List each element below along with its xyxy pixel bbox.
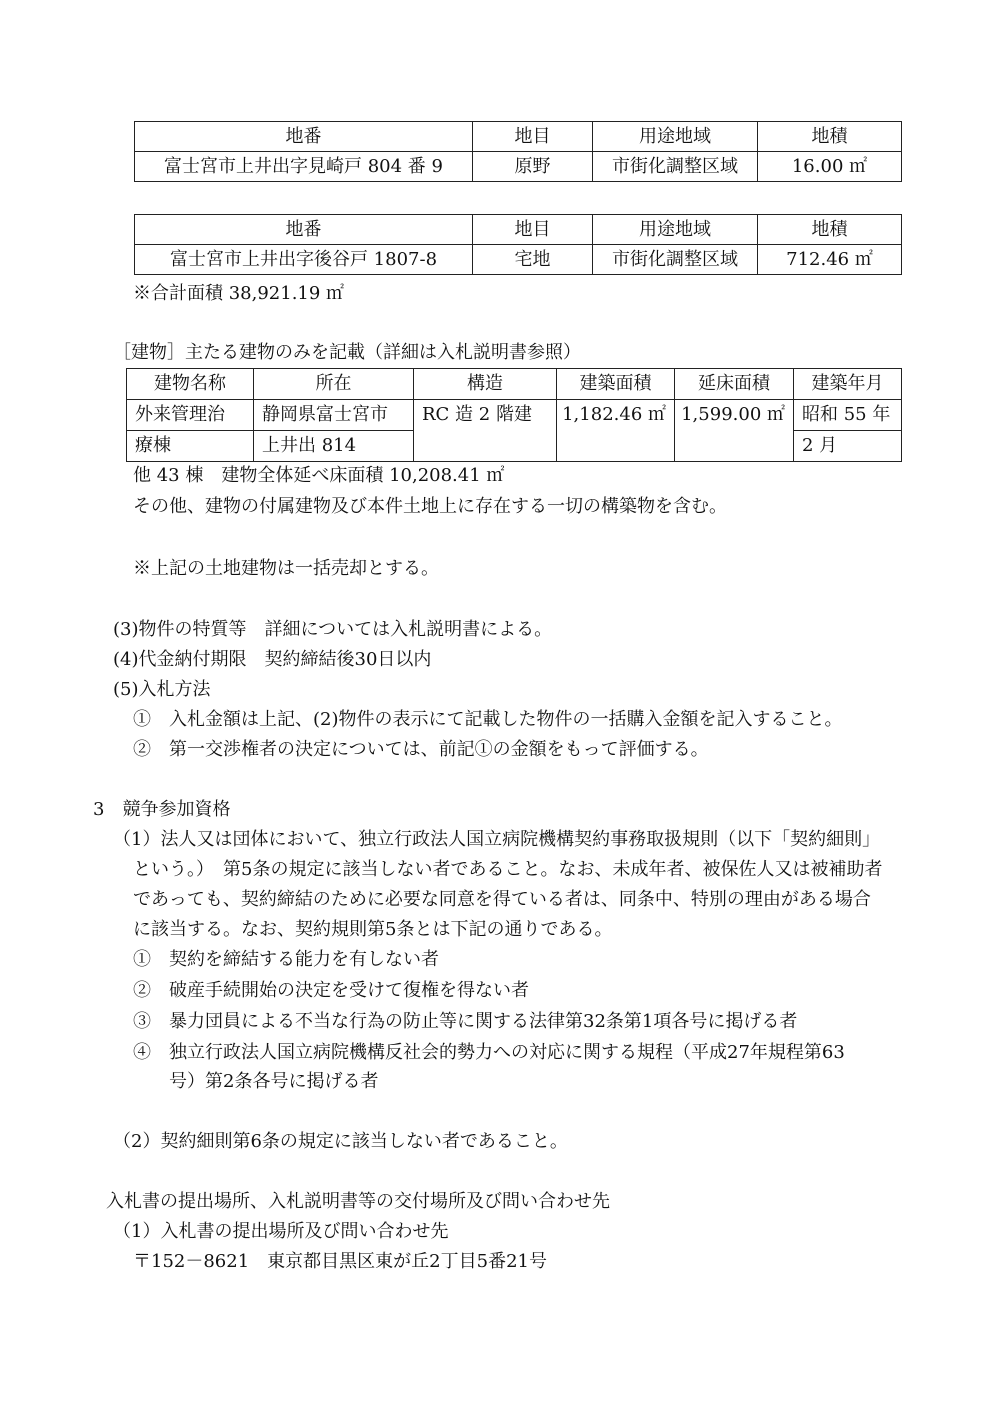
- table-cell: 富士宮市上井出字後谷戸 1807-8: [135, 245, 473, 275]
- list-item: ① 入札金額は上記、(2)物件の表示にて記載した物件の一括購入金額を記入すること。: [133, 709, 843, 730]
- list-item: ① 契約を締結する能力を有しない者: [133, 949, 439, 970]
- building-table: [126, 368, 902, 462]
- paragraph-line: に該当する。なお、契約規則第5条とは下記の通りである。: [133, 919, 613, 940]
- paragraph: （2）契約細則第6条の規定に該当しない者であること。: [113, 1131, 568, 1152]
- building-caption: ［建物］主たる建物のみを記載（詳細は入札説明書参照）: [113, 342, 581, 363]
- table-cell: 2 月: [794, 431, 902, 462]
- table-header-row: [127, 369, 902, 400]
- table-header-row: [135, 122, 902, 152]
- sub-heading: （1）入札書の提出場所及び問い合わせ先: [113, 1221, 449, 1242]
- paragraph-line: という。） 第5条の規定に該当しない者であること。なお、未成年者、被保佐人又は被補助者: [133, 859, 883, 880]
- table-row: [127, 431, 902, 462]
- table-cell: 宅地: [473, 245, 593, 275]
- table-header: 建物名称: [127, 369, 254, 400]
- table-cell: 上井出 814: [254, 431, 414, 462]
- table-header: 地目: [473, 215, 593, 245]
- table-cell: 療棟: [127, 431, 254, 462]
- table-cell: 市街化調整区域: [593, 152, 758, 182]
- table-header: 所在: [254, 369, 414, 400]
- section-heading: 入札書の提出場所、入札説明書等の交付場所及び問い合わせ先: [106, 1191, 610, 1212]
- table-cell: 市街化調整区域: [593, 245, 758, 275]
- table-row: [135, 152, 902, 182]
- item-4: (4)代金納付期限 契約締結後30日以内: [113, 649, 432, 670]
- paragraph-line: （1）法人又は団体において、独立行政法人国立病院機構契約事務取扱規則（以下「契約細則」: [113, 829, 881, 850]
- table-header: 用途地域: [593, 122, 758, 152]
- table-cell: RC 造 2 階建: [414, 400, 557, 431]
- table-row: [135, 245, 902, 275]
- paragraph-line: であっても、契約締結のために必要な同意を得ている者は、同条中、特別の理由がある場合: [133, 889, 871, 910]
- table-row: [127, 400, 902, 431]
- table-cell: 1,182.46 ㎡: [557, 400, 675, 431]
- table-cell: 外来管理治: [127, 400, 254, 431]
- table-header: 建築年月: [794, 369, 902, 400]
- table-header-row: [135, 215, 902, 245]
- table-cell: 712.46 ㎡: [758, 245, 902, 275]
- table-cell: 1,599.00 ㎡: [675, 400, 794, 431]
- table-header: 地積: [758, 215, 902, 245]
- table-header: 建築面積: [557, 369, 675, 400]
- table-cell: 16.00 ㎡: [758, 152, 902, 182]
- building-note: 他 43 棟 建物全体延べ床面積 10,208.41 ㎡: [133, 465, 505, 486]
- table-header: 地積: [758, 122, 902, 152]
- table-cell: [675, 431, 794, 462]
- table-header: 地番: [135, 122, 473, 152]
- building-note: ※上記の土地建物は一括売却とする。: [133, 558, 439, 579]
- table-header: 構造: [414, 369, 557, 400]
- table-cell: 富士宮市上井出字見崎戸 804 番 9: [135, 152, 473, 182]
- table-header: 延床面積: [675, 369, 794, 400]
- list-item: ③ 暴力団員による不当な行為の防止等に関する法律第32条第1項各号に掲げる者: [133, 1011, 798, 1032]
- table-cell: [414, 431, 557, 462]
- building-note: その他、建物の付属建物及び本件土地上に存在する一切の構築物を含む。: [133, 496, 727, 517]
- total-area: ※合計面積 38,921.19 ㎡: [133, 283, 345, 304]
- address: 〒152－8621 東京都目黒区東が丘2丁目5番21号: [133, 1251, 547, 1272]
- table-cell: [557, 431, 675, 462]
- item-3: (3)物件の特質等 詳細については入札説明書による。: [113, 619, 553, 640]
- list-item: ② 破産手続開始の決定を受けて復権を得ない者: [133, 980, 529, 1001]
- table-header: 地番: [135, 215, 473, 245]
- list-item: 号）第2条各号に掲げる者: [169, 1071, 379, 1092]
- table-cell: 昭和 55 年: [794, 400, 902, 431]
- table-header: 用途地域: [593, 215, 758, 245]
- list-item: ④ 独立行政法人国立病院機構反社会的勢力への対応に関する規程（平成27年規程第63: [133, 1042, 845, 1063]
- table-cell: 静岡県富士宮市: [254, 400, 414, 431]
- section-heading: 3 競争参加資格: [93, 799, 231, 820]
- land-table-2: [134, 214, 902, 275]
- table-header: 地目: [473, 122, 593, 152]
- table-cell: 原野: [473, 152, 593, 182]
- land-table-1: [134, 121, 902, 182]
- list-item: ② 第一交渉権者の決定については、前記①の金額をもって評価する。: [133, 739, 709, 760]
- item-5: (5)入札方法: [113, 679, 211, 700]
